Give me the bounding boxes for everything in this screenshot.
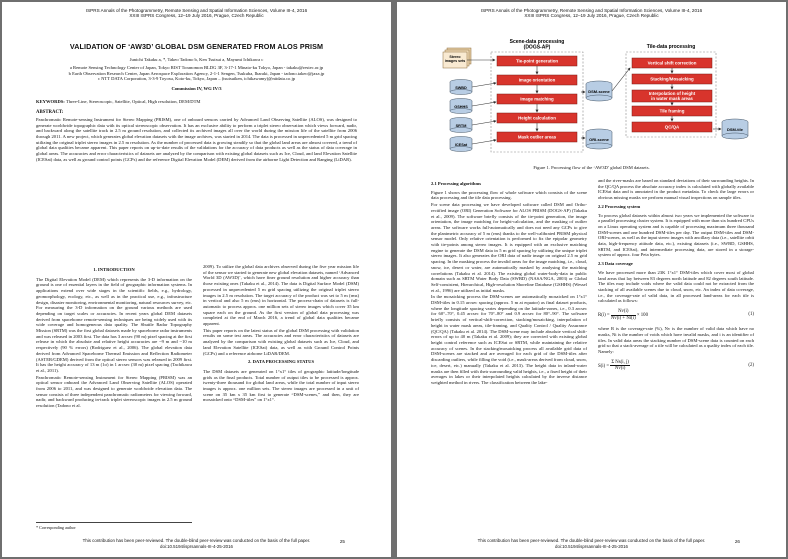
scene-step-3	[497, 94, 577, 104]
svg-text:DSM-tile: DSM-tile	[727, 127, 743, 132]
affiliation-b: b Earth Observation Research Center, Japan Aerospace Exploration Agency, 2-1-1 Sengen, Tsukuba, Ibaraki, Japan - tadono.takeo@jaxa.jp	[68, 70, 325, 76]
eq2-fraction	[610, 360, 630, 372]
svg-text:Stereoimages sets: Stereo images sets	[444, 55, 466, 63]
section-2-1-paragraph-3: In the mosaicking process the DSM-scenes are automatically mosaicked on 1°x1° DSM-tiles in 0.15 arcsec spacing (approx. 5 m at equator) as final dataset products, where the longitude spacing varies depending on the latitude-zones, i.e., 0.3 arcsec for 60°–70°, 0.45 arcsec for 70°–80° and 0.9 arcsec for 80°–90°. The software briefly consists of vertical-shift-correction, stacking/mosaicking, interpolation of height in water mask areas, tile-framing, and Quality Control / Quality Assurance (QC/QA) (Takaku et al. 2014). The DSM-scene may include absolute vertical shift-errors of up to 40 m (Takaku et al. 2009); they are corrected with existing global height control reference such as ICESat or SRTM, while maintaining the relative accuracy of scenes. In the stacking/mosaicking process all available grid data of DSM-scenes are stacked and are averaged for each grid of the DSM-tiles after discarding outliers, while filling the void (i.e., mask-areas derived from cloud, snow, ice, desert, etc.) manually (Takaku et al. 2013). The height data in inland-water masks are then filled with their surrounding valid heights, i.e., a fixed height of their averages in lakes or their interpolated heights calculated by the inverse distance weighted method in rivers. The classification between the lake-	[431, 294, 587, 385]
tile-group-title: Tile-data processing	[646, 44, 696, 50]
paper-page-right	[397, 2, 786, 557]
page-footer	[397, 538, 786, 549]
commission-line: Commission IV, WG IV/3	[171, 85, 222, 91]
header-line-1: ISPRS Annals of the Photogrammetry, Remote Sensing and Spatial Information Sciences, Volume III-4, 2016	[480, 8, 703, 13]
intro-paragraph-3: 2009). To utilize the global data archives observed during the five year mission life of the sensor we started to generate new global elevation datasets, named ‘Advanced World 3D (AW3D)’, which have finer ground resolution and higher accuracy than those existing ones (Takaku et al., 2014). The data is Digital Surface Model (DSM) processed in unprecedented 5 m grid spacing utilizing the original triplet stereo images in 2.5 m resolution. The target accuracy of the product was set to 5 m (rms) in vertical and also 5 m (rms) in horizontal. The process-chain of datasets is full-automatic to process approx. one million sets of stereo images which cover 35 km square each on the ground. As the first version of global data processing was completed at the end of March 2016, a trend of global data qualities became apparent.	[203, 264, 359, 327]
section-2-3-paragraph-1: We have processed more than 23K 1°x1° DSM-tiles which cover most of global land areas that lay between 83 degrees north latitude and 82 degrees south latitude. The tiles may include voids where the valid data could not be extracted from the stacking of all available scenes due to cloud, snow, etc. An index of data coverage, i.e., the coverage-rate of valid data, in all processed land-areas for each tile is calculated as follows:	[598, 269, 754, 304]
dsm-tile-store	[722, 119, 748, 139]
scene-step-4	[497, 113, 577, 123]
footer-doi: doi:10.5194/isprsannals-III-4-25-2016	[160, 543, 233, 549]
ori-scene-store	[586, 129, 612, 149]
svg-text:SWBD: SWBD	[455, 86, 467, 90]
svg-text:Height calculation: Height calculation	[518, 115, 556, 121]
paper-page-left	[2, 2, 391, 557]
page-footer	[2, 538, 391, 549]
eq1-denominator: Nv(i) + Ni(i)	[610, 315, 636, 321]
eq1-numerator: Nv(i)	[611, 309, 636, 316]
keywords-line	[36, 99, 357, 104]
eq1-lhs: R(i) =	[598, 313, 610, 319]
scene-step-5	[497, 132, 577, 142]
svg-text:ICESat: ICESat	[454, 143, 468, 147]
section-1-heading: 1. INTRODUCTION	[93, 267, 135, 272]
svg-text:Tie-point generation: Tie-point generation	[515, 58, 559, 64]
tile-step-2	[632, 74, 712, 84]
affiliations	[38, 65, 355, 82]
eq2-lhs: S(i) =	[598, 363, 610, 369]
svg-text:QC/QA: QC/QA	[664, 124, 680, 130]
intro-paragraph-4: This paper reports on the latest status of the global DSM processing with validation results on some test areas. The accuracies and error characteristics of datasets are analyzed by the comparison with existing global datasets such as Ice, Cloud, and land Elevation Satellite (ICESat) data, as well as with Ground Control Points (GCPs) and a reference airborne LiDAR/DEM.	[203, 327, 359, 356]
section-2-1-heading: 2.1 Processing algorithms	[431, 181, 482, 186]
database-srtm	[450, 118, 472, 133]
scene-step-1	[497, 56, 577, 66]
body-column-left	[36, 264, 192, 530]
eq2-numerator: Σ Ns(i, j)	[611, 359, 629, 365]
section-2-1-paragraph-4: and the river-masks are based on standard deviations of their surrounding heights. In the QC/QA process the absolute accuracy index is calculated with globally available ICESat data and is annotated in the product metadata. To check the large errors or obvious missing masks we perform manual visual inspections on sample tiles.	[598, 178, 754, 201]
section-2-paragraph-1: The DSM datasets are generated on 1°x1° tiles of geographic latitude/longitude grids as the final products. Total number of output tiles to be processed is approx. twenty-three thousand for global land areas, while the total number of input stereo images is approx. one million sets. The stereo images are processed in a unit of scene on 35 km x 35 km first to generate “DSM-scenes,” and then, they are mosaicked onto “DSM-tiles” on 1°x1°.	[203, 368, 359, 403]
section-2-2-heading: 2.2 Processing system	[598, 203, 641, 209]
stereo-images-icon	[443, 48, 471, 68]
abstract-text: Panchromatic Remote-sensing Instrument for Stereo Mapping (PRISM), one of onboard sensors carried by Advanced Land Observing Satellite (ALOS), was designed to generate worldwide topographic data with its optical stereoscopic observation. It has an exclusive ability to perform a triplet stereo observation which views forward, nadir, and backward along the satellite track in 2.5 m ground resolution, and collected its archived images all over the world during the mission life of the satellite from 2006 through 2011. A new project, which generates global elevation datasets with the image archives, was started in 2014. The data is processed in unprecedented 5 m grid spacing utilizing the original triplet stereo images in 2.5 m resolution. As the number of processed data is growing steadily so that the global land areas are almost covered, a trend of global data qualities became apparent. This paper reports on up-to-date results of the validations for the accuracy of data products as well as the status of data coverage in global areas. The accuracies and error characteristics of datasets are analyzed by the comparison with existing global datasets such as Ice, Cloud, and land Elevation Satellite (ICESat) data, as well as ground control points (GCPs) and the reference Digital Elevation Model (DEM) derived from the airborne Light Detection and Ranging (LiDAR).	[36, 116, 357, 162]
affiliation-a: a Remote Sensing Technology Center of Japan, Tokyo RIST Toranomon BLDG 3F, 3-17-1 Minato-ku Tokyo, Japan - takaku@restec.or.jp	[69, 64, 324, 70]
section-2-1-paragraph-1: Figure 1 shows the processing flow of whole software which consists of the scene data processing and the tile data processing.	[431, 189, 587, 201]
section-2-2-paragraph-1: To process global datasets within almost two years we implemented the software to a parallel processing cluster system. It is equipped with more than six hundred CPUs on a Linux operating system and is capable of processing maximum three thousand DSM-scenes and one hundred DSM-tiles per day. The output DSM-tiles and DSM-ORI-scenes, as well as the input stereo images with ancillary data (i.e., satellite orbit data, high-frequency attitude data, etc.), existing datasets (i.e., SWBD, GSHHS, SRTM, and ICESat), and intermediate processing data, are stored in a storage-system of approx. four Peta bytes.	[598, 212, 754, 258]
tile-step-3	[632, 90, 712, 102]
svg-text:Image orientation: Image orientation	[518, 77, 556, 83]
footer-review-note: This contribution has been peer-reviewed. The double-blind peer-review was conducted on the basis of the full paper.	[477, 538, 706, 544]
page-number: 25	[339, 539, 345, 544]
svg-text:Vertical shift correction: Vertical shift correction	[647, 60, 697, 66]
svg-text:DSM-scene: DSM-scene	[588, 89, 610, 94]
footer-doi: doi:10.5194/isprsannals-III-4-25-2016	[555, 543, 628, 549]
affiliation-c: c NTT DATA Corporation, 3-3-9 Toyosu, Koto-ku, Tokyo, Japan – (tsutsuiken, ichikawamy)@nttdata.co.jp	[97, 76, 296, 82]
keywords-text: Three-Line, Stereoscopic, Satellite, Optical, High resolution, DEM/DTM	[65, 98, 201, 104]
database-gshhs	[450, 99, 472, 114]
scene-step-2	[497, 75, 577, 85]
equation-1-explanation: where R is the coverage-rate (%), Nv is the number of valid data which have no masks, Ni is the number of voids which have invalid masks, and i is an identifier of tiles. In valid data areas the stacking number of DSM-scene data is counted on each grid so that a stack-average of a tile will be calculated as a quality index of each tile. Namely:	[598, 326, 754, 355]
eq2-denominator: Nv(i)	[614, 366, 626, 372]
header-line-1: ISPRS Annals of the Photogrammetry, Remote Sensing and Spatial Information Sciences, Volume III-4, 2016	[85, 8, 308, 13]
header-line-2: XXIII ISPRS Congress, 12–19 July 2016, Prague, Czech Republic	[524, 13, 659, 19]
tile-step-4	[632, 106, 712, 116]
equation-1	[598, 309, 754, 321]
equation-2	[598, 360, 754, 372]
footnote: * Corresponding author	[36, 522, 192, 531]
svg-text:GSHHS: GSHHS	[454, 105, 468, 109]
footer-review-note: This contribution has been peer-reviewed. The double-blind peer-review was conducted on the basis of the full paper.	[82, 538, 311, 544]
header-line-2: XXIII ISPRS Congress, 12–19 July 2016, Prague, Czech Republic	[129, 13, 264, 19]
eq2-number: (2)	[748, 363, 754, 368]
scene-group-title: Scene-data processing (DOGS-AP)	[509, 39, 565, 51]
svg-text:Mask outlier areas: Mask outlier areas	[517, 134, 557, 140]
tile-step-1	[632, 58, 712, 68]
dsm-scene-store	[586, 81, 612, 101]
paper-title: VALIDATION OF ‘AW3D’ GLOBAL DSM GENERATED FROM ALOS PRISM	[69, 41, 324, 51]
section-2-heading: 2. DATA PROCESSING STATUS	[247, 359, 315, 365]
paper-authors: Junichi Takaku a, *, Takeo Tadono b, Ken Tsutsui a, Mayumi Ichikawa c	[129, 56, 264, 62]
section-2-3-heading: 2.3 Data coverage	[598, 261, 633, 267]
abstract-heading: ABSTRACT:	[36, 109, 64, 115]
svg-text:Tile framing: Tile framing	[659, 108, 685, 114]
svg-text:ORI-scene: ORI-scene	[589, 137, 609, 142]
eq1-fraction	[611, 309, 636, 321]
processing-flow-figure	[431, 38, 754, 164]
svg-text:Stacking/Mosaicking: Stacking/Mosaicking	[650, 76, 694, 82]
database-swbd	[450, 80, 472, 95]
svg-text:Image matching: Image matching	[520, 96, 554, 102]
figure-caption: Figure 1. Processing flow of the ‘AW3D’ global DSM datasets.	[533, 165, 650, 170]
running-header	[397, 8, 786, 19]
processing-flow-diagram	[431, 38, 754, 164]
keywords-label: KEYWORDS:	[36, 98, 65, 104]
body-column-left	[431, 178, 587, 387]
database-icesat	[450, 137, 472, 152]
body-column-right	[203, 264, 359, 404]
tile-step-5	[632, 122, 712, 132]
body-column-right	[598, 178, 754, 377]
section-2-1-paragraph-2: For scene data processing we have developed software called DSM and Ortho-rectified image (ORI) Generation Software for ALOS PRISM (DOGS-AP) (Takaku et al., 2009). The software briefly consists of the tie-point generation, the image orientation, the image matching for height-calculation, and the masking of outlier areas. The software works full-automatically and does not need any GCPs to give the planimetric accuracy of 5 m (rms) thanks to the well-calibrated PRISM physical sensor model. Only relative orientation is performed to fix the epipolar geometry with tie-points among stereo images. It is equipped with an exclusive matching engine to generate the DSM data in 5 m grid spacing by utilizing the unique triplet stereo images. It also generates the ORI data of nadir image on original 2.5 m grid spacing. In the masking process the invalid areas for the image matching, i.e., cloud, snow, ice, desert or water, are automatically masked by analysing the matching correlations (Takaku et al. 2014). The existing global water-body-data in public domain such as SRTM Water Body Data (SWBD) (NASA/NGA, 2003) or Global Self-consistent, Hierarchical, High-resolution Shoreline Database (GSHHS) (Wessel et al., 1996) are utilized as initial masks.	[431, 202, 587, 293]
intro-paragraph-1: The Digital Elevation Model (DEM) which represents the 3-D information on the ground is one of essential layers in the field of geographic information systems. In applications extend over wide stages in the scientific fields, e.g., hydrology, geomorphology, ecology, etc., as well as in the practical use, e.g., infrastructure design, disaster monitoring, environmental monitoring, natural resources survey, etc. For measuring the 3-D information on the ground various methods are used depending on target scales or accuracies. In recent years global DEM datasets derived from spaceborne remote-sensing techniques are being widely used with its wide coverage and homogeneous data quality. The Shuttle Radar Topography Mission (SRTM) was the first global datasets made by spaceborne radar instruments and was released in 2003 first. The data has 3 arcsec (90 m) pixel spacing at the first release in which the absolute and relative height accuracies are ~9 m and ~10 m respectively (90 % errors) (Rodriguez et al., 2006). The global elevation data derived from Advanced Spaceborne Thermal Emission and Reflection Radiometer (ASTER/GDEM) derived from the optical stereo sensors was released in 2009 first. It has the height accuracy of 13 m (1σ) in 1 arcsec (30 m) pixel spacing (Tachikawa et al., 2011).	[36, 276, 192, 373]
eq1-rhs: × 100	[636, 313, 648, 319]
page-number: 26	[734, 539, 740, 544]
eq1-number: (1)	[748, 312, 754, 318]
intro-paragraph-2: Panchromatic Remote-sensing Instrument for Stereo Mapping (PRISM) was an optical sensor onboard the Advanced Land Observing Satellite (ALOS) operated from 2006 to 2011, and was designed to generate worldwide elevation data. The sensor consists of three independent panchromatic radiometers for viewing forward, nadir, and backward producing in-track triplet stereoscopic images in 2.5 m ground resolution (Tadono et al.	[36, 374, 192, 409]
svg-text:Interpolation of heightin wate: Interpolation of height in water mask areas	[648, 91, 696, 101]
running-header	[2, 8, 391, 19]
svg-text:SRTM: SRTM	[455, 124, 467, 128]
